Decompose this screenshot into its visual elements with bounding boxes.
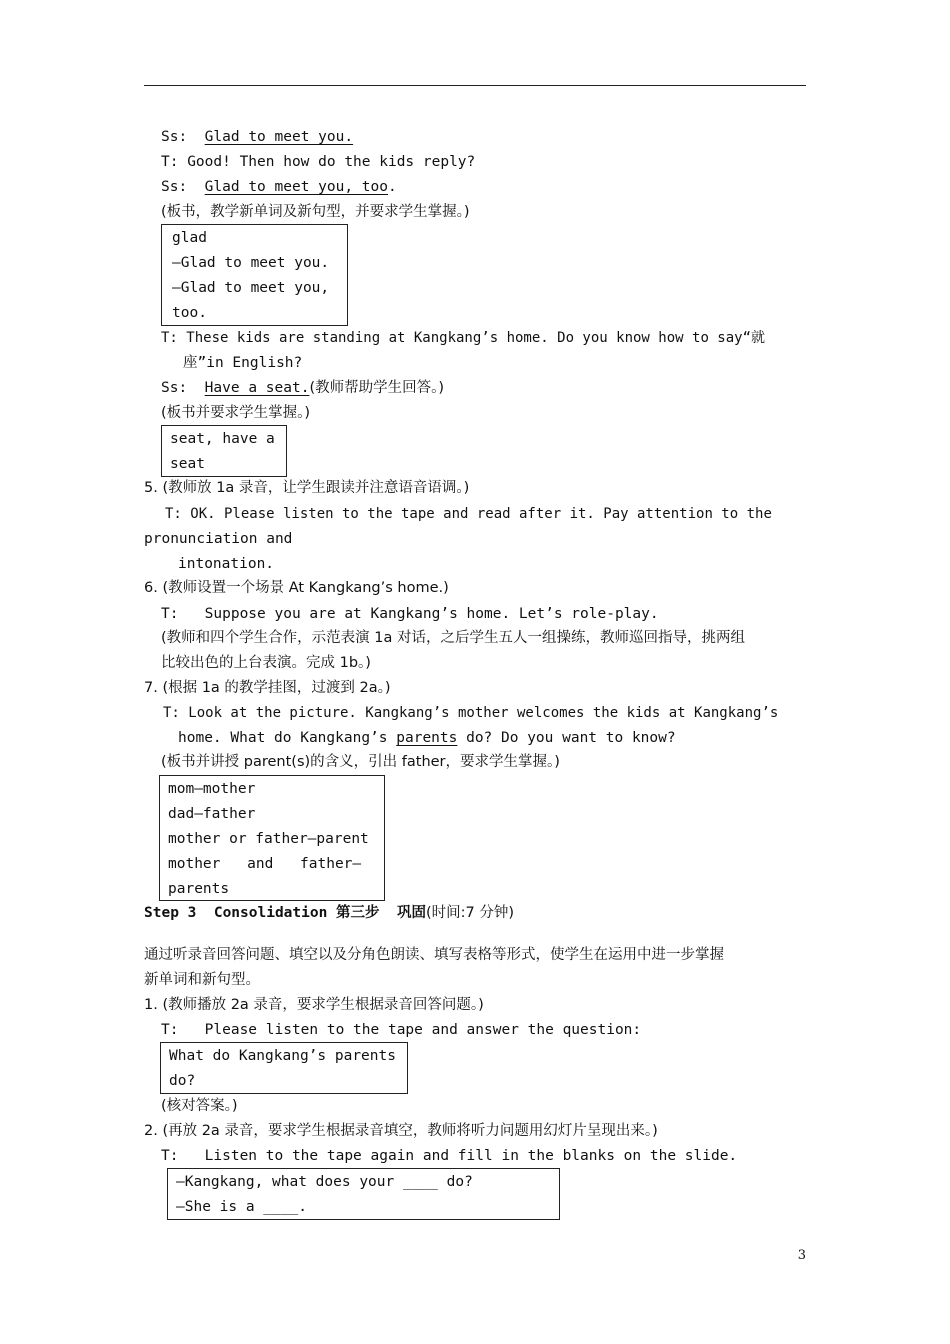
box-line: seat [170, 456, 205, 472]
box-line: What do Kangkang’s parents [169, 1048, 396, 1064]
note-board-2: (板书并要求学生掌握。) [161, 405, 311, 421]
box-line: seat, have a [170, 431, 275, 447]
line-t-parents: home. What do Kangkang’s parents do? Do you want to know? [178, 730, 676, 746]
step-3-desc-cont: 新单词和新句型。 [144, 972, 260, 988]
step-3-desc: 通过听录音回答问题、填空以及分角色朗读、填写表格等形式，使学生在运用中进一步掌握 [144, 947, 724, 963]
box-line: do? [169, 1073, 196, 1089]
board-box-fill [167, 1168, 560, 1220]
header-rule [144, 85, 806, 86]
step-7: 7. (根据 1a 的教学挂图，过渡到 2a。) [144, 680, 391, 696]
box-line: —Kangkang, what does your ____ do? [176, 1174, 473, 1190]
line-t-kids: T: These kids are standing at Kangkang’s home. Do you know how to say“就 [161, 330, 766, 346]
step-3-heading: Step 3 Consolidation 第三步 巩固(时间:7 分钟) [144, 905, 515, 921]
line-t-kids-cont: 座”in English? [183, 355, 303, 371]
step-5: 5. (教师放 1a 录音，让学生跟读并注意语音语调。) [144, 480, 470, 496]
box-line: —Glad to meet you, [172, 280, 330, 296]
consolidation-2: 2. (再放 2a 录音，要求学生根据录音填空，教师将听力问题用幻灯片呈现出来。) [144, 1123, 658, 1139]
line-t-listen-cont: pronunciation and [144, 531, 293, 547]
box-line: —She is a ____. [176, 1199, 307, 1215]
line-ss-2: Ss: Glad to meet you, too. [161, 179, 397, 195]
line-ss-1: Ss: Glad to meet you. [161, 129, 354, 145]
box-line: mom—mother [168, 781, 256, 797]
board-box-glad [161, 224, 348, 326]
line-t-listen: T: OK. Please listen to the tape and read after it. Pay attention to the [165, 506, 772, 522]
note-demo-cont: 比较出色的上台表演。完成 1b。) [161, 655, 371, 671]
line-t-picture: T: Look at the picture. Kangkang’s mother welcomes the kids at Kangkang’s [163, 705, 779, 721]
consolidation-1: 1. (教师播放 2a 录音，要求学生根据录音回答问题。) [144, 997, 484, 1013]
line-ss-seat: Ss: Have a seat.(教师帮助学生回答。) [161, 380, 445, 396]
note-demo: (教师和四个学生合作，示范表演 1a 对话，之后学生五人一组操练，教师巡回指导，挑两组 [161, 630, 745, 646]
note-board-3: (板书并讲授 parent(s)的含义，引出 father，要求学生掌握。) [161, 754, 560, 770]
line-t-reply: T: Good! Then how do the kids reply? [161, 154, 476, 170]
box-line: —Glad to meet you. [172, 255, 330, 271]
box-line: glad [172, 230, 207, 246]
note-check: (核对答案。) [161, 1098, 238, 1114]
board-box-parents [159, 775, 385, 901]
line-t-question: T: Please listen to the tape and answer the question: [161, 1022, 642, 1038]
line-t-fill: T: Listen to the tape again and fill in the blanks on the slide. [161, 1148, 738, 1164]
note-board-1: (板书，教学新单词及新句型，并要求学生掌握。) [161, 204, 470, 220]
board-box-seat [161, 425, 287, 477]
line-t-listen-end: intonation. [178, 556, 275, 572]
box-line: mother or father—parent [168, 831, 369, 847]
step-6: 6. (教师设置一个场景 At Kangkang’s home.) [144, 580, 449, 596]
box-line: parents [168, 881, 230, 897]
box-line: dad—father [168, 806, 256, 822]
line-t-suppose: T: Suppose you are at Kangkang’s home. Let’s role-play. [161, 606, 659, 622]
board-box-question [160, 1042, 408, 1094]
page-number: 3 [797, 1248, 806, 1263]
box-line: mother and father— [168, 856, 362, 872]
box-line: too. [172, 305, 207, 321]
